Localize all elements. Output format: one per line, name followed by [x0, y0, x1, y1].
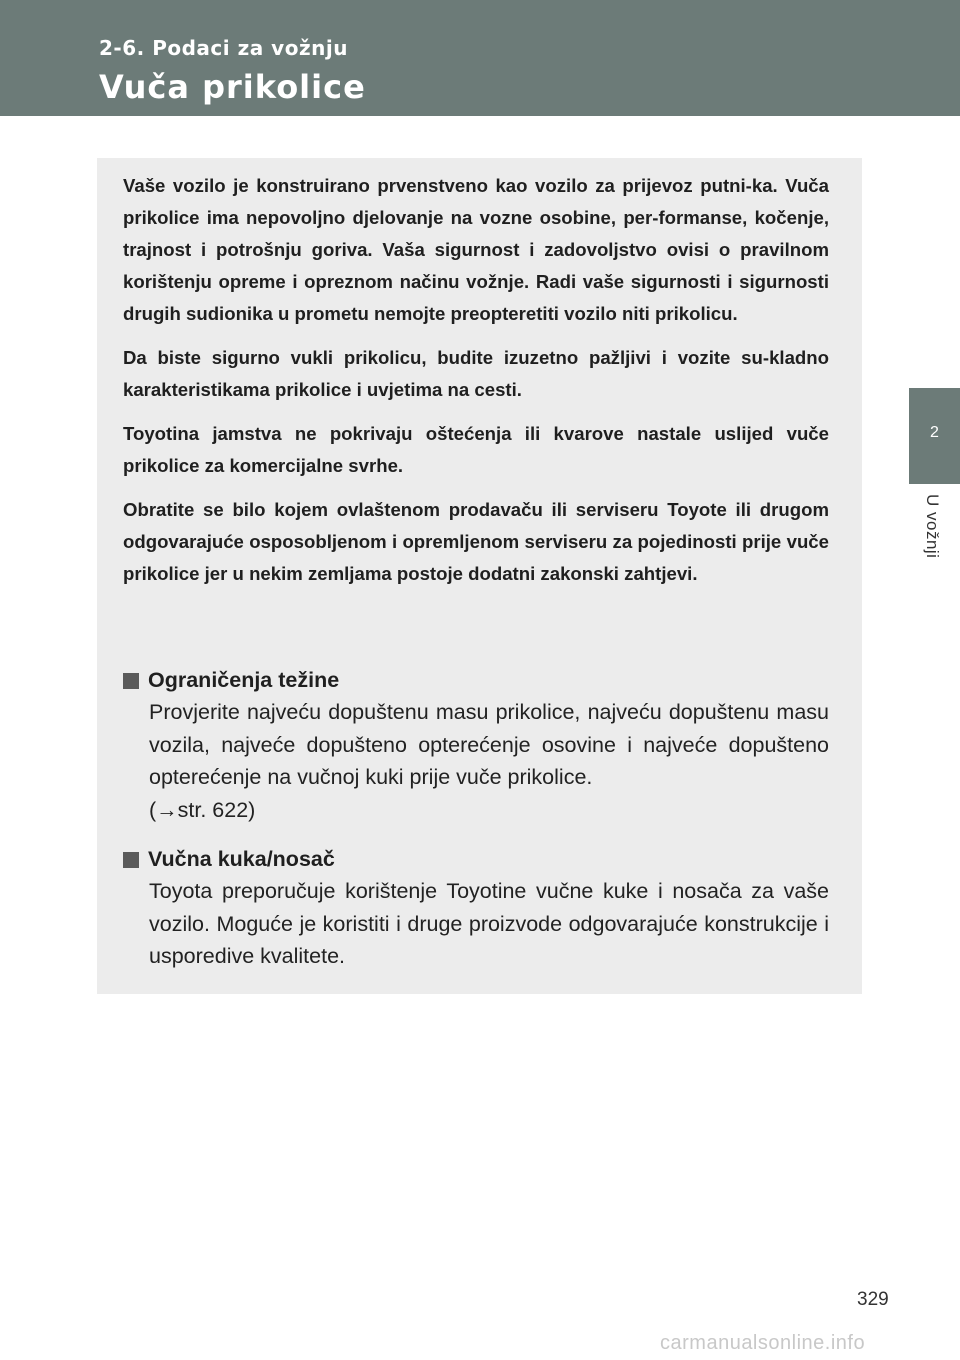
subsection-heading: Ograničenja težine	[148, 667, 340, 692]
chapter-label: U vožnji	[923, 494, 942, 559]
chapter-tab	[909, 388, 960, 484]
intro-paragraph-4: Obratite se bilo kojem ovlaštenom prodavaču ili serviseru Toyote ili drugom odgovarajuće osposobljenom i opremljenom serviseru za pojedinosti prije vuče prikolice jer u nekim zemljama postoje dodatni zakonski zahtjevi.	[123, 499, 829, 584]
subsection-towing-hitch	[123, 843, 829, 973]
subsection-body	[149, 875, 829, 973]
intro-text	[123, 170, 829, 602]
intro-paragraph-3: Toyotina jamstva ne pokrivaju oštećenja ili kvarove nastale uslijed vuče prikolice za komercijalne svrhe.	[123, 423, 829, 476]
page-title: Vuča prikolice	[99, 68, 366, 106]
bullet-square-icon	[123, 673, 139, 689]
bullet-square-icon	[123, 852, 139, 868]
page-reference-link[interactable]: (→str. 622)	[149, 797, 256, 822]
section-label: 2-6. Podaci za vožnju	[99, 36, 348, 60]
page-header	[0, 0, 960, 116]
subsection-weight-limits	[123, 664, 829, 826]
page-number: 329	[857, 1289, 889, 1310]
watermark: carmanualsonline.info	[660, 1332, 866, 1354]
subsection-heading: Vučna kuka/nosač	[148, 846, 335, 871]
subsection-body	[149, 696, 829, 826]
intro-paragraph-1: Vaše vozilo je konstruirano prvenstveno kao vozilo za prijevoz putni-ka. Vuča prikolice ima nepovoljno djelovanje na vozne osobine, per-formanse, kočenje, trajnost i potrošnju goriva. Vaša sigurnost i zadovoljstvo ovisi o pravilnom korištenju opreme i opreznom načinu vožnje. Radi vaše sigurnosti i sigurnosti drugih sudionika u prometu nemojte preopteretiti vozilo niti prikolicu.	[123, 175, 829, 324]
subsection-text: Toyota preporučuje korištenje Toyotine vučne kuke i nosača za vaše vozilo. Moguće je koristiti i druge proizvode odgovarajuće konstrukcije i usporedive kvalitete.	[149, 879, 829, 968]
chapter-number: 2	[930, 424, 939, 441]
subsection-text: Provjerite najveću dopuštenu masu prikolice, najveću dopuštenu masu vozila, najveće dopušteno opterećenje osovine i najveće dopušteno opterećenje na vučnoj kuki prije vuče prikolice.	[149, 700, 829, 789]
intro-paragraph-2: Da biste sigurno vukli prikolicu, budite izuzetno pažljivi i vozite su-kladno karakteristikama prikolice i uvjetima na cesti.	[123, 347, 829, 400]
